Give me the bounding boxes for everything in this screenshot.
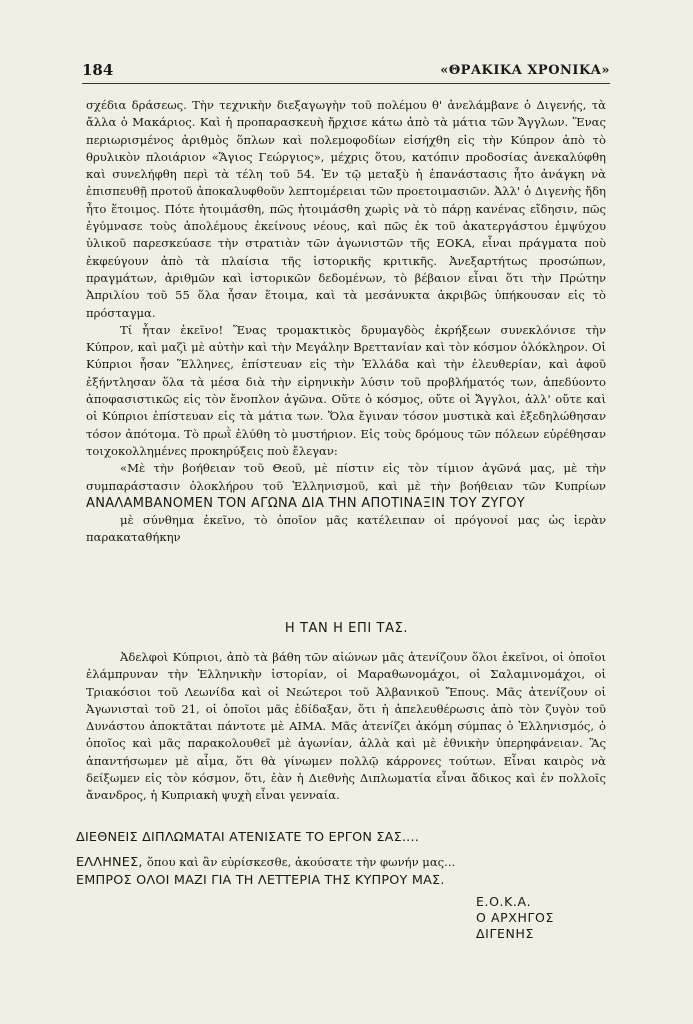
header-rule <box>82 83 610 84</box>
paragraph-3: Ἀδελφοὶ Κύπριοι, ἀπὸ τὰ βάθη τῶν αἰώνων μᾶς ἀτενίζουν ὅλοι ἐκεῖνοι, οἱ ὁποῖοι ἐλάμπρυναν τὴν Ἑλληνικὴν ἱστορίαν, οἱ Μαραθωνομάχοι, οἱ Σαλαμινομάχοι, οἱ Τριακόσιοι τοῦ Λεωνίδα καὶ οἱ Νεώτεροι τοῦ Ἀλβανικοῦ Ἔπους. Μᾶς ἀτενίζουν οἱ Ἀγωνισταὶ τοῦ 21, οἱ ὁποῖοι μᾶς ἐδίδαξαν, ὅτι ἡ ἀπελευθέρωσις ἀπὸ τὸν ζυγὸν τοῦ Δυνάστου ἀποκτᾶται πάντοτε μὲ ΑΙΜΑ. Μᾶς ἀτενίζει ἀκόμη σύμπας ὁ Ἑλληνισμός, ὁ ὁποῖος καὶ μᾶς παρακολουθεῖ μὲ ἀγωνίαν, ἀλλὰ καὶ μὲ ἐθνικὴν ὑπερηφάνειαν. Ἂς ἀπαντήσωμεν μὲ αἷμα, ὅτι θὰ γίνωμεν πολλῷ κάρρονες τούτων. Εἶναι καιρὸς νὰ δείξωμεν εἰς τὸν κόσμον, ὅτι, ἐὰν ἡ Διεθνὴς Διπλωματία εἶναι ἄδικος καὶ ἐν πολλοῖς ἄνανδρος, ἡ Κυπριακὴ ψυχὴ εἶναι γενναία. <box>86 650 606 803</box>
hellenes-caps: ΕΛΛΗΝΕΣ, <box>76 855 143 870</box>
hellenes-line <box>76 855 455 870</box>
signature-title: Ο ΑΡΧΗΓΟΣ <box>476 910 554 925</box>
paragraph-1: σχέδια δράσεως. Τὴν τεχνικὴν διεξαγωγὴν τοῦ πολέμου θ' ἀνελάμβανε ὁ Διγενής, τὰ ἄλλα ὁ Μακάριος. Καὶ ἡ προπαρασκευὴ ἤρχισε κάτω ἀπὸ τὰ μάτια τῶν Ἄγγλων. Ἕνας περιωρισμένος ἀριθμὸς ὅπλων καὶ πολεμοφοδίων εἰσήχθη εἰς τὴν Κύπρον ἀπὸ τὸ θρυλικὸν πλοιάριον «Ἅγιος Γεώργιος», μέχρις ὅτου, κατόπιν προδοσίας ἀνεκαλύφθη καὶ συνελήφθη περὶ τὰ τέλη τοῦ 54. Ἐν τῷ μεταξὺ ἡ ἐπανάστασις ἦτο ἀνάγκη νὰ ἐπισπευθῇ προτοῦ ἀποκαλυφθοῦν λεπτομέρειαι τῶν προετοιμασιῶν. Ἀλλ' ὁ Διγενὴς ἤδη ἦτο ἕτοιμος. Πότε ἡτοιμάσθη, πῶς ἡτοιμάσθη χωρὶς νὰ τὸ πάρῃ κανένας εἴδησιν, πῶς ἐγύμνασε τοὺς ἀπολέμους ἐκείνους νέους, καὶ πῶς ἐκ τοῦ ἀκατεργάστου ἐμψύχου ὑλικοῦ παρεσκεύασε τὴν στρατιὰν τῶν ἀγωνιστῶν τῆς ΕΟΚΑ, εἶναι πράγματα ποὺ ἐκφεύγουν ἀπὸ τὰ πλαίσια τῆς ἱστορικῆς κριτικῆς. Ἀνεξαρτήτως προσώπων, πραγμάτων, ἀριθμῶν καὶ ἱστορικῶν δεδομένων, τὸ βέβαιον εἶναι ὅτι τὴν Πρώτην Ἀπριλίου τοῦ 55 ὅλα ἦσαν ἕτοιμα, καὶ τὰ μεσάνυκτα ἀκριβῶς ὑπήκουσαν εἰς τὸ πρόσταγμα. <box>86 98 606 320</box>
diplomats-line: ΔΙΕΘΝΕΙΣ ΔΙΠΛΩΜΑΤΑΙ ΑΤΕΝΙΣΑΤΕ ΤΟ ΕΡΓΟΝ ΣΑΣ.... <box>76 830 419 845</box>
hellenes-text: ὅπου καὶ ἂν εὑρίσκεσθε, ἀκούσατε τὴν φωνήν μας... <box>146 855 456 869</box>
page-number: 184 <box>82 61 114 79</box>
paragraph-2: Τί ἦταν ἐκεῖνο! Ἕνας τρομακτικὸς δρυμαγδὸς ἐκρήξεων συνεκλόνισε τὴν Κύπρον, καὶ μαζὶ μὲ αὐτὴν καὶ τὴν Μεγάλην Βρεττανίαν καὶ τὸν κόσμον ὁλόκληρον. Οἱ Κύπριοι ἦσαν Ἕλληνες, ἐπίστευαν εἰς τὴν Ἑλλάδα καὶ τὴν ἐλευθερίαν, καὶ ἀφοῦ ἐξήντλησαν ὅλα τὰ μέσα διὰ τὴν εἰρηνικὴν λύσιν τοῦ προβλήματός των, ἀπεδύοντο ἀποφασιστικῶς εἰς τὸν ἔνοπλον ἀγῶνα. Οὔτε ὁ κόσμος, οὔτε οἱ Ἄγγλοι, ἀλλ' οὔτε καὶ οἱ Κύπριοι ἐπίστευαν εἰς τὰ μάτια των. Ὅλα ἔγιναν τόσον μυστικὰ καὶ ἐξεδηλώθησαν τόσον ἀπότομα. Τὸ πρωῒ ἐλύθη τὸ μυστήριον. Εἰς τοὺς δρόμους τῶν πόλεων εὑρέθησαν τοιχοκολλημένες προκηρύξεις ποὺ ἔλεγαν: <box>86 322 606 458</box>
proclamation-continuation: μὲ σύνθημα ἐκεῖνο, τὸ ὁποῖον μᾶς κατέλειπαν οἱ πρόγονοί μας ὡς ἱερὰν παρακαταθήκην <box>86 513 606 545</box>
proclamation-caps: ΑΝΑΛΑΜΒΑΝΟΜΕΝ ΤΟΝ ΑΓΩΝΑ ΔΙΑ ΤΗΝ ΑΠΟΤΙΝΑΞΙΝ ΤΟΥ ΖΥΓΟΥ <box>86 495 526 511</box>
signature-block <box>476 894 554 942</box>
signature-name: ΔΙΓΕΝΗΣ <box>476 926 534 941</box>
proclamation-quote <box>86 460 606 512</box>
proclamation-text: «Μὲ τὴν βοήθειαν τοῦ Θεοῦ, μὲ πίστιν εἰς τὸν τίμιον ἀγῶνά μας, μὲ τὴν συμπαράστασιν ὁλοκλήρου τοῦ Ἑλληνισμοῦ, καὶ μὲ τὴν βοήθειαν τῶν Κυπρίων <box>86 461 606 493</box>
motto-heading: Η ΤΑΝ Η ΕΠΙ ΤΑΣ. <box>284 621 409 636</box>
running-header <box>82 59 610 81</box>
journal-title: «ΘΡΑΚΙΚΑ ΧΡΟΝΙΚΑ» <box>440 63 610 78</box>
signature-org: Ε.Ο.Κ.Α. <box>476 894 532 909</box>
appeal-block <box>86 649 606 805</box>
body-text <box>86 97 606 547</box>
forward-line: ΕΜΠΡΟΣ ΟΛΟΙ ΜΑΖΙ ΓΙΑ ΤΗ ΛΕΤΤΕΡΙΑ ΤΗΣ ΚΥΠΡΟΥ ΜΑΣ. <box>76 873 445 888</box>
